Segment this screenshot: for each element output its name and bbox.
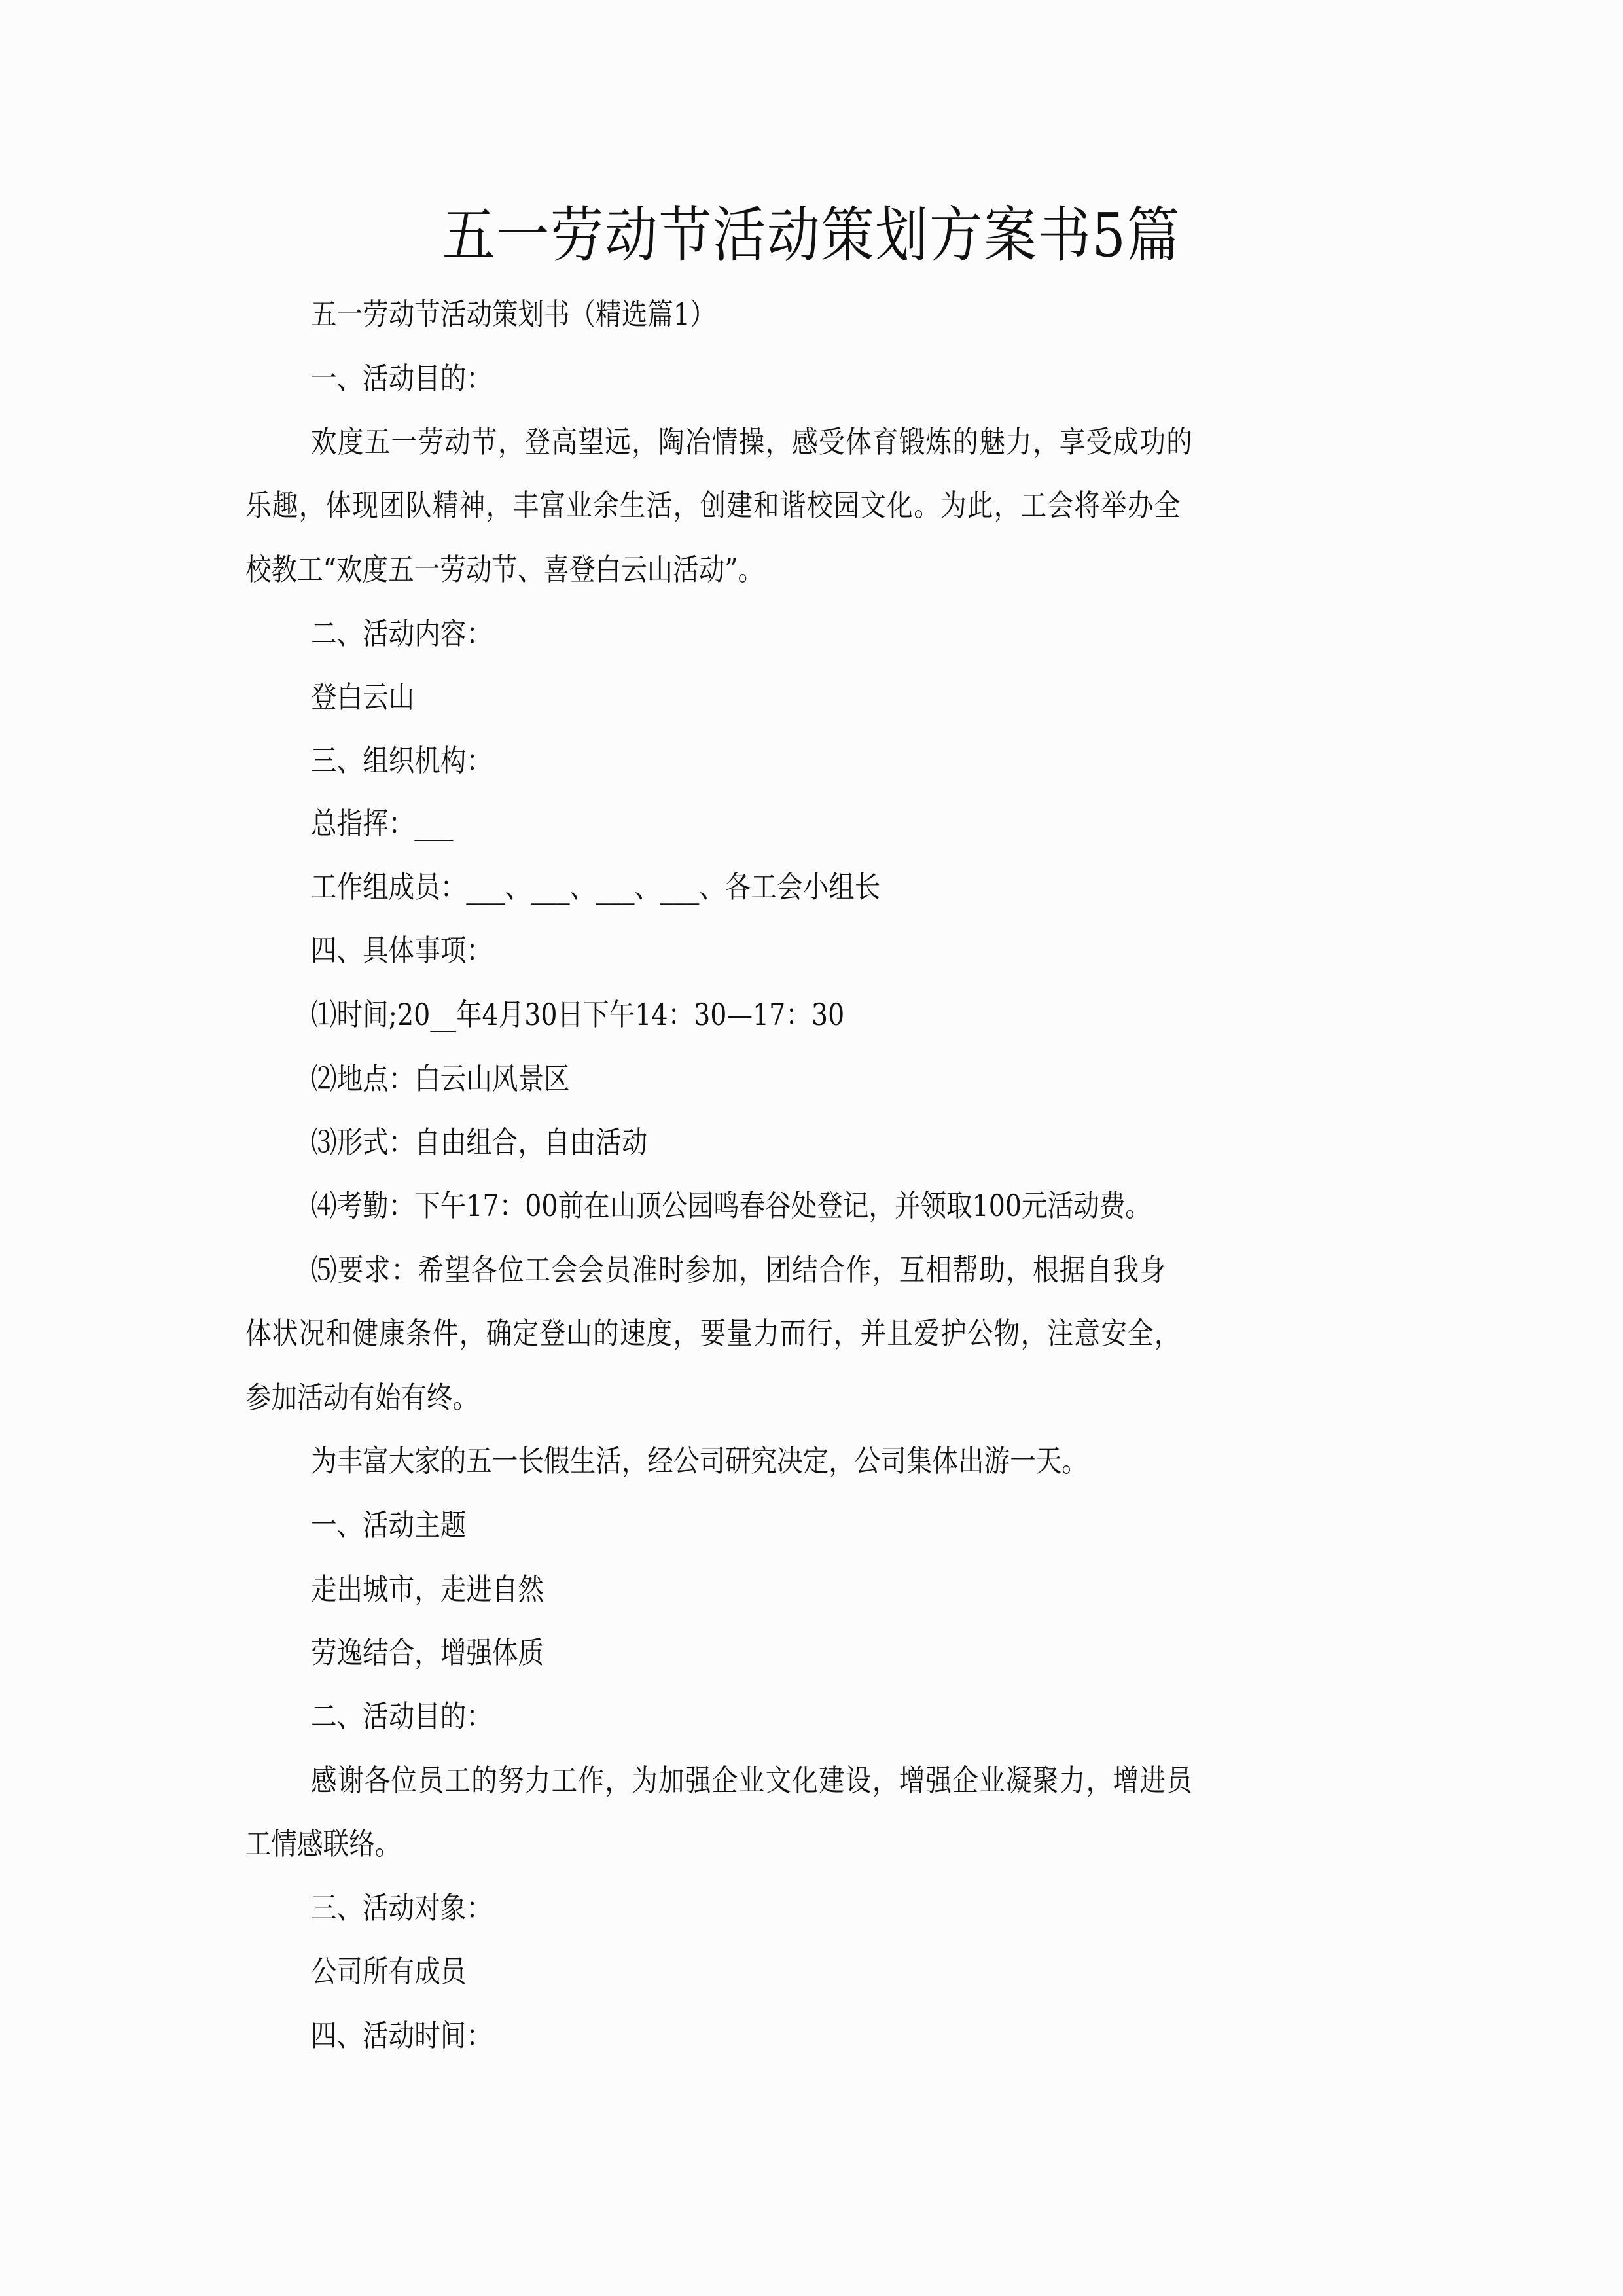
paragraph-line: 登白云山 — [311, 679, 415, 715]
paragraph-line: 总指挥：___ — [311, 806, 454, 841]
section-heading: 四、活动时间： — [311, 2018, 492, 2053]
paragraph-line: 为丰富大家的五一长假生活，经公司研究决定，公司集体出游一天。 — [311, 1443, 1088, 1479]
section-heading: 二、活动目的： — [311, 1698, 492, 1734]
list-item: ⑵地点：白云山风景区 — [311, 1061, 570, 1096]
paragraph-line: 乐趣，体现团队精神，丰富业余生活，创建和谐校园文化。为此，工会将举办全 — [245, 488, 1181, 523]
paragraph-line: 参加活动有始有终。 — [245, 1380, 479, 1415]
paragraph-line: 工情感联络。 — [245, 1826, 401, 1861]
document-title: 五一劳动节活动策划方案书5篇 — [442, 200, 1181, 270]
paragraph-line: 感谢各位员工的努力工作，为加强企业文化建设，增强企业凝聚力，增进员 — [311, 1763, 1194, 1798]
list-item: ⑶形式：自由组合，自由活动 — [311, 1124, 648, 1160]
list-item: ⑷考勤：下午17：00前在山顶公园鸣春谷处登记，并领取100元活动费。 — [311, 1188, 1151, 1223]
paragraph-line: 劳逸结合，增强体质 — [311, 1635, 544, 1670]
list-item: ⑸要求：希望各位工会会员准时参加，团结合作，互相帮助，根据自我身 — [311, 1252, 1167, 1287]
paragraph-line: 公司所有成员 — [311, 1954, 467, 1989]
section-heading: 三、活动对象： — [311, 1890, 492, 1926]
subtitle-selected-piece-1: 五一劳动节活动策划书（精选篇1） — [311, 296, 716, 332]
paragraph-line: 体状况和健康条件，确定登山的速度，要量力而行，并且爱护公物，注意安全， — [245, 1316, 1181, 1351]
section-heading: 三、组织机构： — [311, 743, 492, 778]
section-heading: 四、具体事项： — [311, 933, 492, 968]
section-heading: 二、活动内容： — [311, 616, 492, 651]
paragraph-line: 工作组成员：___、___、___、___、各工会小组长 — [311, 869, 881, 905]
section-heading: 一、活动主题 — [311, 1507, 467, 1543]
paragraph-line: 走出城市，走进自然 — [311, 1571, 544, 1607]
section-heading: 一、活动目的： — [311, 361, 492, 396]
paragraph-line: 欢度五一劳动节，登高望远，陶冶情操，感受体育锻炼的魅力，享受成功的 — [311, 424, 1194, 459]
list-item: ⑴时间;20__年4月30日下午14：30—17：30 — [311, 997, 845, 1032]
paragraph-line: 校教工“欢度五一劳动节、喜登白云山活动”。 — [245, 552, 764, 587]
